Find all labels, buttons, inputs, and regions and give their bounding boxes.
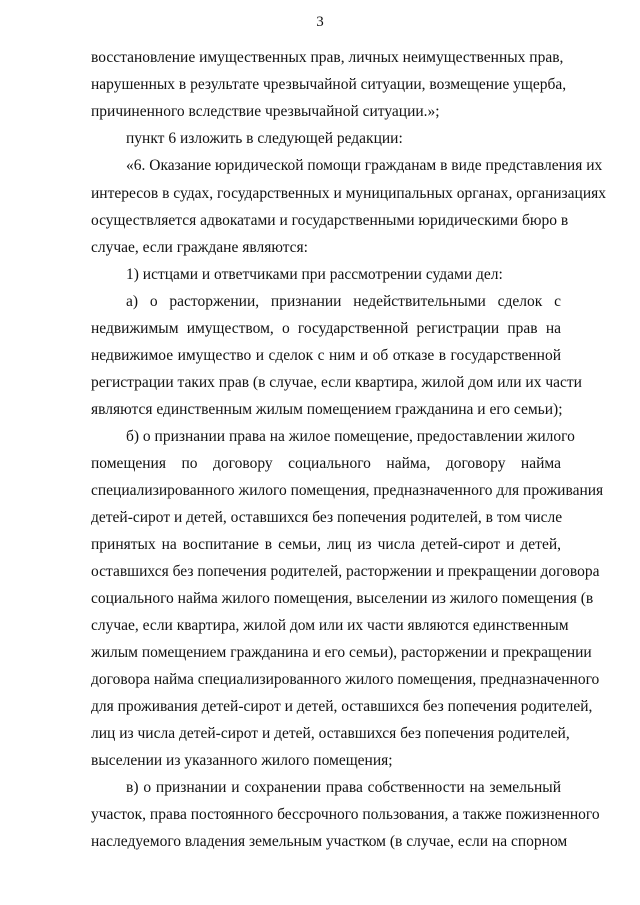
text-line: осуществляется адвокатами и государственными юридическими бюро в [91,212,569,229]
text-line: оставшихся без попечения родителей, расторжении и прекращении договора [91,563,600,580]
text-line: в) о признании и сохранении права собственности на земельный [126,779,561,796]
text-line: специализированного жилого помещения, предназначенного для проживания [91,482,604,499]
text-line: принятых на воспитание в семьи, лиц из числа детей-сирот и детей, [91,536,561,553]
text-line: «6. Оказание юридической помощи гражданам в виде представления их [126,157,603,174]
text-line: участок, права постоянного бессрочного пользования, а также пожизненного [91,806,600,823]
text-line: б) о признании права на жилое помещение, предоставлении жилого [126,428,575,445]
text-line: регистрации таких прав (в случае, если квартира, жилой дом или их части [91,374,582,391]
text-line: лиц из числа детей-сирот и детей, оставшихся без попечения родителей, [91,725,570,742]
text-line: социального найма жилого помещения, выселении из жилого помещения (в [91,590,594,607]
text-line: являются единственным жилым помещением гражданина и его семьи); [91,401,563,418]
text-line: случае, если граждане являются: [91,239,308,256]
text-line: недвижимым имуществом, о государственной регистрации прав на [91,320,561,337]
text-line: пункт 6 изложить в следующей редакции: [126,130,403,147]
text-line: а) о расторжении, признании недействительными сделок с [126,293,561,310]
text-line: случае, если квартира, жилой дом или их части являются единственным [91,617,569,634]
text-line: договора найма специализированного жилого помещения, предназначенного [91,671,600,688]
text-line: выселении из указанного жилого помещения; [91,752,393,769]
page-number: 3 [316,14,324,30]
text-line: недвижимое имущество и сделок с ним и об отказе в государственной [91,347,561,364]
text-line: нарушенных в результате чрезвычайной ситуации, возмещение ущерба, [91,76,567,93]
text-line: жилым помещением гражданина и его семьи), расторжении и прекращении [91,644,592,661]
text-line: интересов в судах, государственных и муниципальных органах, организациях [91,185,607,202]
text-line: 1) истцами и ответчиками при рассмотрении судами дел: [126,266,503,283]
text-line: причиненного вследствие чрезвычайной ситуации.»; [91,103,440,120]
text-line: для проживания детей-сирот и детей, оставшихся без попечения родителей, [91,698,593,715]
text-line: детей-сирот и детей, оставшихся без попечения родителей, в том числе [91,509,563,526]
text-line: наследуемого владения земельным участком (в случае, если на спорном [91,833,568,850]
text-line: помещения по договору социального найма, договору найма [91,455,561,472]
text-line: восстановление имущественных прав, личных неимущественных прав, [91,49,564,66]
